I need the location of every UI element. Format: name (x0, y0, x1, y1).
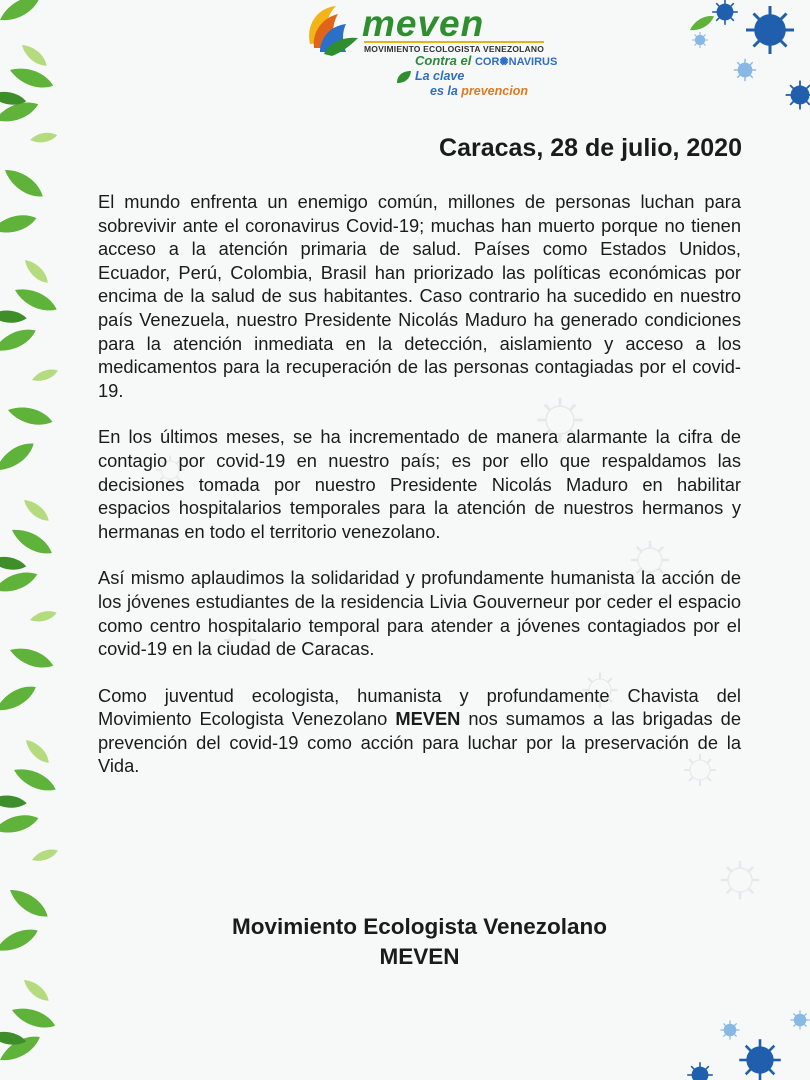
paragraph-3: Así mismo aplaudimos la solidaridad y profundamente humanista la acción de los jóvenes estudiantes de la residencia Livia Gouverneur por ceder el espacio como centro hospitalario temporal para atender a jóvenes contagiados por el covid-19 en la ciudad de Caracas. (98, 567, 741, 660)
signature-block (98, 912, 741, 972)
slogan-es-la: es la (430, 84, 462, 98)
letter-date: Caracas, 28 de julio, 2020 (439, 134, 742, 162)
virus-cluster-top-right (688, 0, 810, 109)
paragraph-1: El mundo enfrenta un enemigo común, millones de personas luchan para sobrevivir ante el coronavirus Covid-19; muchas han muerto porque no tienen acceso a la atención primaria de salud. Países como Estados Unidos, Ecuador, Perú, Colombia, Brasil han priorizado las políticas económicas por encima de la salud de sus habitantes. Caso contrario ha sucedido en nuestro país Venezuela, nuestro Presidente Nicolás Maduro ha generado condiciones para la atención inmediata en la detección, aislamiento y acceso a los medicamentos para la recuperación de las personas contagiadas por el covid-19. (98, 191, 741, 401)
leaf-border-left (0, 0, 60, 1066)
slogan-navirus: NAVIRUS (508, 56, 558, 68)
slogan-prevencion: prevencion (461, 84, 528, 98)
paragraph-4-text-a: Como juventud ecologista, humanista y profundamente Chavista del Movimiento Ecologista Venezolano (98, 684, 741, 730)
paragraph-2: En los últimos meses, se ha incrementado de manera alarmante la cifra de contagio por covid-19 en nuestro país; es por ello que respaldamos las decisiones tomada por nuestro Presidente Nicolás Maduro en habilitar espacios hospitalarios temporales para la atención de nuestros hermanos y hermanas en todo el territorio venezolano. (98, 426, 741, 542)
virus-cluster-bottom-right (687, 1010, 809, 1080)
slogan-line-2: La clave (415, 69, 465, 83)
letter-body (98, 190, 741, 778)
slogan-line-1 (415, 53, 557, 68)
logo-subtitle: MOVIMIENTO ECOLOGISTA VENEZOLANO (364, 41, 544, 54)
green-leaf-icon (396, 70, 412, 84)
meven-logo (300, 0, 590, 105)
sun-earth-emblem-icon (302, 2, 366, 58)
virus-o-icon: ✺ (499, 56, 509, 68)
slogan-cor: COR (474, 56, 500, 68)
paragraph-4 (98, 684, 741, 778)
paragraph-4-text-b: nos sumamos a las brigadas de prevención del covid-19 como acción para luchar por la preservación de la Vida. (98, 708, 742, 777)
logo-wordmark: meven (362, 3, 485, 44)
signature-acronym: MEVEN (379, 944, 460, 969)
paragraph-4-meven: MEVEN (395, 708, 461, 730)
slogan-line-3 (430, 84, 528, 98)
signature-org-name: Movimiento Ecologista Venezolano (231, 914, 608, 939)
slogan-contra-el: Contra el (415, 53, 475, 68)
